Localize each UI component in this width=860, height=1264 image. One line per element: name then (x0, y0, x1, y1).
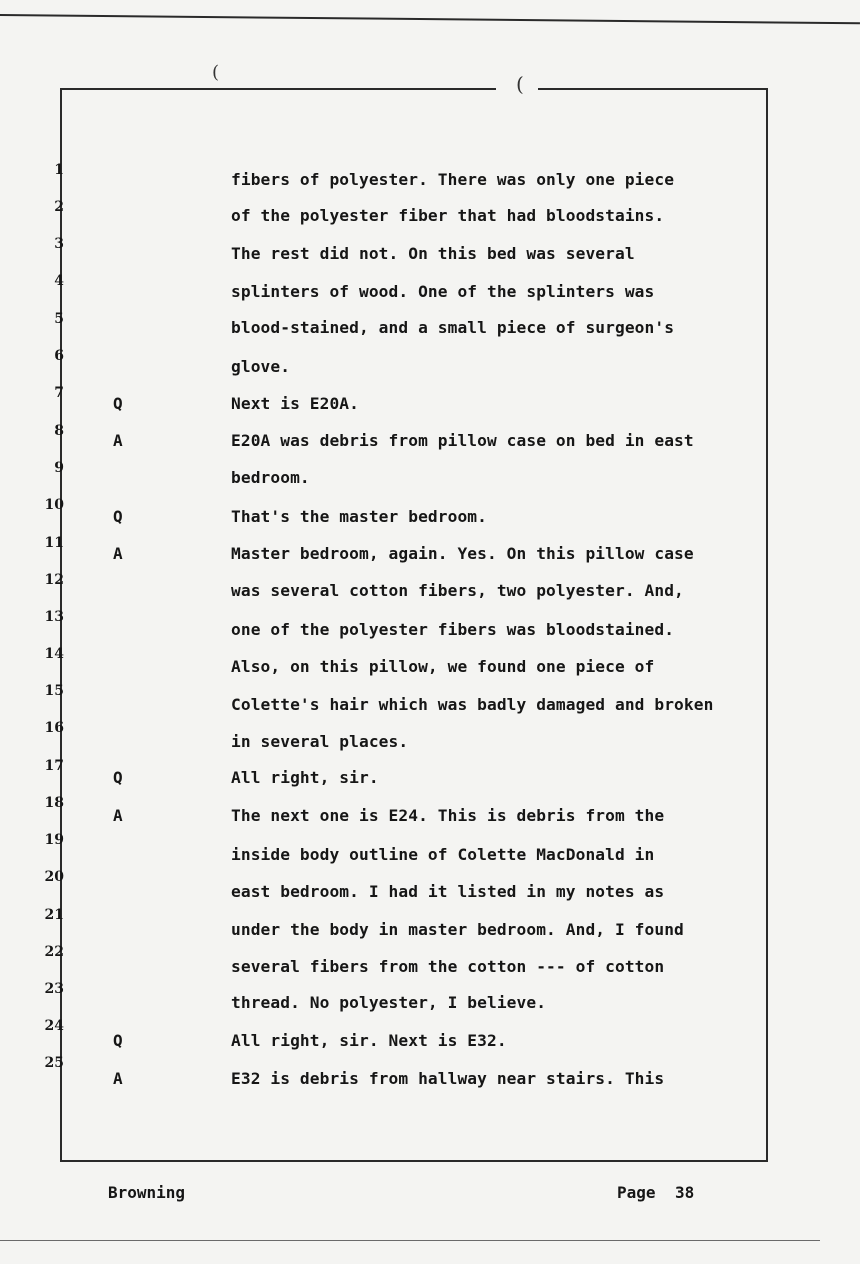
line-number: 6 (54, 348, 64, 364)
line-text: in several places. (231, 732, 409, 751)
line-number: 2 (54, 199, 64, 215)
line-number: 8 (54, 423, 64, 439)
line-text: inside body outline of Colette MacDonald in (231, 845, 655, 864)
line-text: glove. (231, 357, 291, 376)
line-number: 24 (44, 1018, 64, 1034)
line-number: 21 (44, 907, 64, 923)
line-text: Master bedroom, again. Yes. On this pillow case (231, 544, 694, 563)
line-text: E20A was debris from pillow case on bed in east (231, 431, 694, 450)
line-number: 11 (44, 535, 64, 551)
line-number: 4 (54, 273, 64, 289)
line-text: fibers of polyester. There was only one piece (231, 170, 675, 189)
line-text: All right, sir. (231, 768, 379, 787)
line-number: 10 (44, 497, 64, 513)
speaker-marker: Q (113, 507, 123, 526)
line-text: splinters of wood. One of the splinters was (231, 282, 655, 301)
footer-page-number: 38 (675, 1183, 695, 1202)
line-text: one of the polyester fibers was bloodstained. (231, 620, 675, 639)
line-text: of the polyester fiber that had bloodstains. (231, 206, 665, 225)
speaker-marker: A (113, 431, 123, 450)
line-number: 25 (44, 1055, 64, 1071)
line-text: under the body in master bedroom. And, I found (231, 920, 684, 939)
line-text: That's the master bedroom. (231, 507, 487, 526)
line-number: 7 (54, 385, 64, 401)
speaker-marker: Q (113, 394, 123, 413)
line-text: E32 is debris from hallway near stairs. This (231, 1069, 665, 1088)
line-number: 12 (44, 572, 64, 588)
speaker-marker: Q (113, 768, 123, 787)
line-text: Also, on this pillow, we found one piece of (231, 657, 655, 676)
line-number: 3 (54, 236, 64, 252)
speaker-marker: A (113, 1069, 123, 1088)
speaker-marker: A (113, 544, 123, 563)
line-text: east bedroom. I had it listed in my notes as (231, 882, 665, 901)
footer-page-label: Page (617, 1183, 656, 1202)
line-number: 17 (44, 758, 64, 774)
line-text: blood-stained, and a small piece of surgeon's (231, 318, 675, 337)
line-text: Next is E20A. (231, 394, 359, 413)
footer-witness: Browning (108, 1183, 186, 1202)
line-number: 1 (54, 162, 64, 178)
line-text: The next one is E24. This is debris from the (231, 806, 665, 825)
line-text: thread. No polyester, I believe. (231, 993, 547, 1012)
line-number: 19 (44, 832, 64, 848)
line-text: several fibers from the cotton --- of cotton (231, 957, 665, 976)
line-number: 14 (44, 646, 64, 662)
line-text: bedroom. (231, 468, 310, 487)
stray-mark-right: ( (516, 72, 524, 96)
line-number: 20 (44, 869, 64, 885)
bottom-scan-rule (0, 1240, 820, 1241)
line-number: 13 (44, 609, 64, 625)
line-number: 5 (54, 311, 64, 327)
line-text: Colette's hair which was badly damaged and broken (231, 695, 714, 714)
line-text: All right, sir. Next is E32. (231, 1031, 507, 1050)
line-number: 18 (44, 795, 64, 811)
line-text: The rest did not. On this bed was several (231, 244, 635, 263)
speaker-marker: Q (113, 1031, 123, 1050)
line-number: 16 (44, 720, 64, 736)
line-text: was several cotton fibers, two polyester. And, (231, 581, 684, 600)
stray-mark-left: ( (212, 62, 220, 83)
speaker-marker: A (113, 806, 123, 825)
line-number: 15 (44, 683, 64, 699)
line-number: 22 (44, 944, 64, 960)
line-number: 23 (44, 981, 64, 997)
line-number: 9 (54, 460, 64, 476)
